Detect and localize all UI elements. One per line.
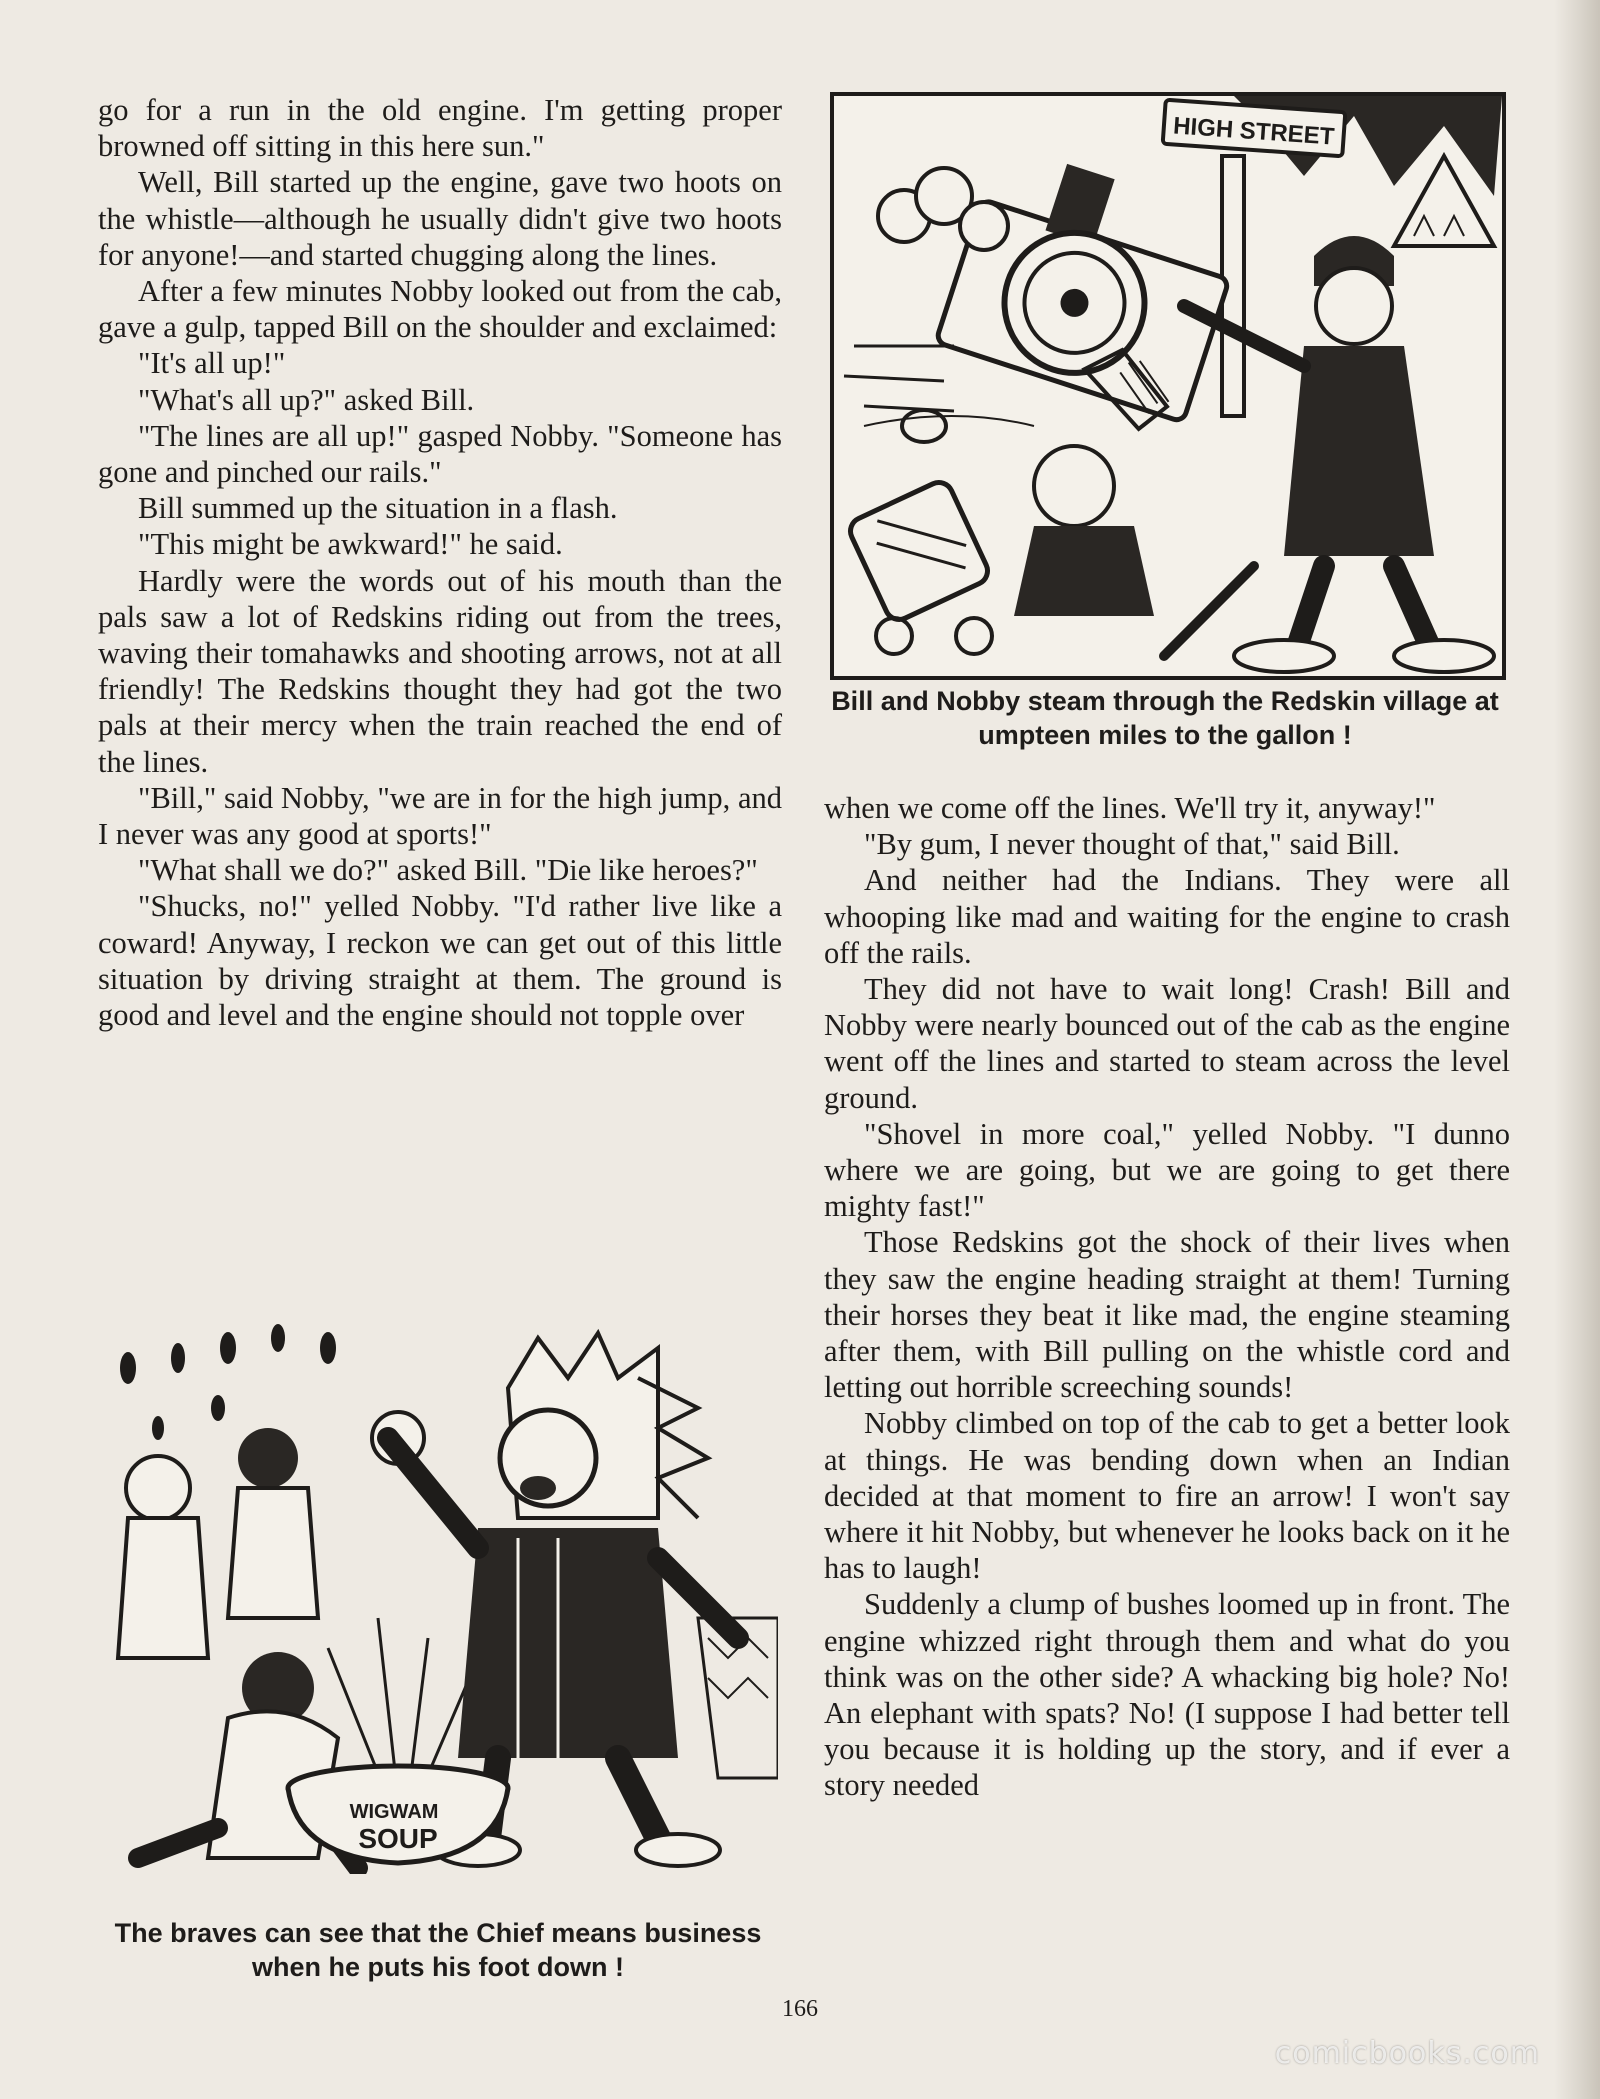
paragraph: Suddenly a clump of bushes loomed up in front. The engine whizzed right through them and what do you think was on the other side? A whacking big hole? No! An elephant with spats? No! (I suppose I had better tell you because it is holding up the story, and if ever a story needed: [824, 1587, 1510, 1803]
paragraph: "What shall we do?" asked Bill. "Die like heroes?": [138, 853, 758, 888]
paragraph: "It's all up!": [138, 346, 286, 381]
train-village-illustration: [834, 96, 1502, 676]
paragraph: "What's all up?" asked Bill.: [138, 382, 475, 417]
paragraph: Those Redskins got the shock of their lives when they saw the engine heading straight at them! Turning their horses they beat it like mad, the engine steaming after them, with Bill pulling on the whistle cord and letting out horrible screeching sounds!: [824, 1225, 1510, 1405]
paragraph: "Shucks, no!" yelled Nobby. "I'd rather live like a coward! Anyway, I reckon we can get out of this little situation by driving straight at them. The ground is good and level and the engine should not topple over: [98, 889, 782, 1033]
paragraph: Nobby climbed on top of the cab to get a better look at things. He was bending down when an Indian decided at that moment to fire an arrow! I won't say where it hit Nobby, but whenever he looks back on it he has to laugh!: [824, 1406, 1510, 1586]
chief-soup-illustration: [98, 1318, 778, 1874]
paragraph: And neither had the Indians. They were all whooping like mad and waiting for the engine to crash off the rails.: [824, 863, 1510, 970]
paragraph: "The lines are all up!" gasped Nobby. "Someone has gone and pinched our rails.": [98, 418, 782, 490]
left-text-column: [98, 92, 782, 1033]
bottom-caption: The braves can see that the Chief means business when he puts his foot down !: [114, 1918, 762, 1982]
top-caption: Bill and Nobby steam through the Redskin village at umpteen miles to the gallon !: [831, 686, 1499, 750]
page-number: 166: [782, 1996, 818, 2022]
pot-label-soup: SOUP: [358, 1823, 438, 1854]
paragraph: Well, Bill started up the engine, gave two hoots on the whistle—although he usually didn't give two hoots for anyone!—and started chugging along the lines.: [98, 165, 782, 272]
paragraph: "Bill," said Nobby, "we are in for the high jump, and I never was any good at sports!": [98, 780, 782, 852]
paragraph: They did not have to wait long! Crash! Bill and Nobby were nearly bounced out of the cab as the engine went off the lines and started to steam across the level ground.: [824, 972, 1510, 1115]
paragraph: After a few minutes Nobby looked out from the cab, gave a gulp, tapped Bill on the shoulder and exclaimed:: [98, 274, 782, 345]
top-illustration: [830, 92, 1506, 680]
paragraph: "By gum, I never thought of that," said Bill.: [864, 827, 1400, 862]
page-edge: [1554, 0, 1600, 2099]
pot-label-wigwam: WIGWAM: [349, 1801, 439, 1823]
paragraph: "Shovel in more coal," yelled Nobby. "I dunno where we are going, but we are going to get there mighty fast!": [824, 1116, 1510, 1224]
bottom-illustration: [98, 1318, 778, 1874]
paragraph: Hardly were the words out of his mouth than the pals saw a lot of Redskins riding out from the trees, waving their tomahawks and shooting arrows, not at all friendly! The Redskins thought they had got the two pals at their mercy when the train reached the end of the lines.: [98, 563, 782, 779]
paragraph: when we come off the lines. We'll try it, anyway!": [824, 791, 1436, 825]
paragraph: "This might be awkward!" he said.: [138, 527, 563, 562]
right-text-column: [824, 790, 1510, 1804]
paragraph: go for a run in the old engine. I'm getting proper browned off sitting in this here sun.": [98, 93, 782, 164]
paragraph: Bill summed up the situation in a flash.: [138, 491, 618, 526]
street-sign-text: HIGH STREET: [1172, 112, 1336, 151]
watermark: comicbooks.com: [1274, 2036, 1540, 2071]
